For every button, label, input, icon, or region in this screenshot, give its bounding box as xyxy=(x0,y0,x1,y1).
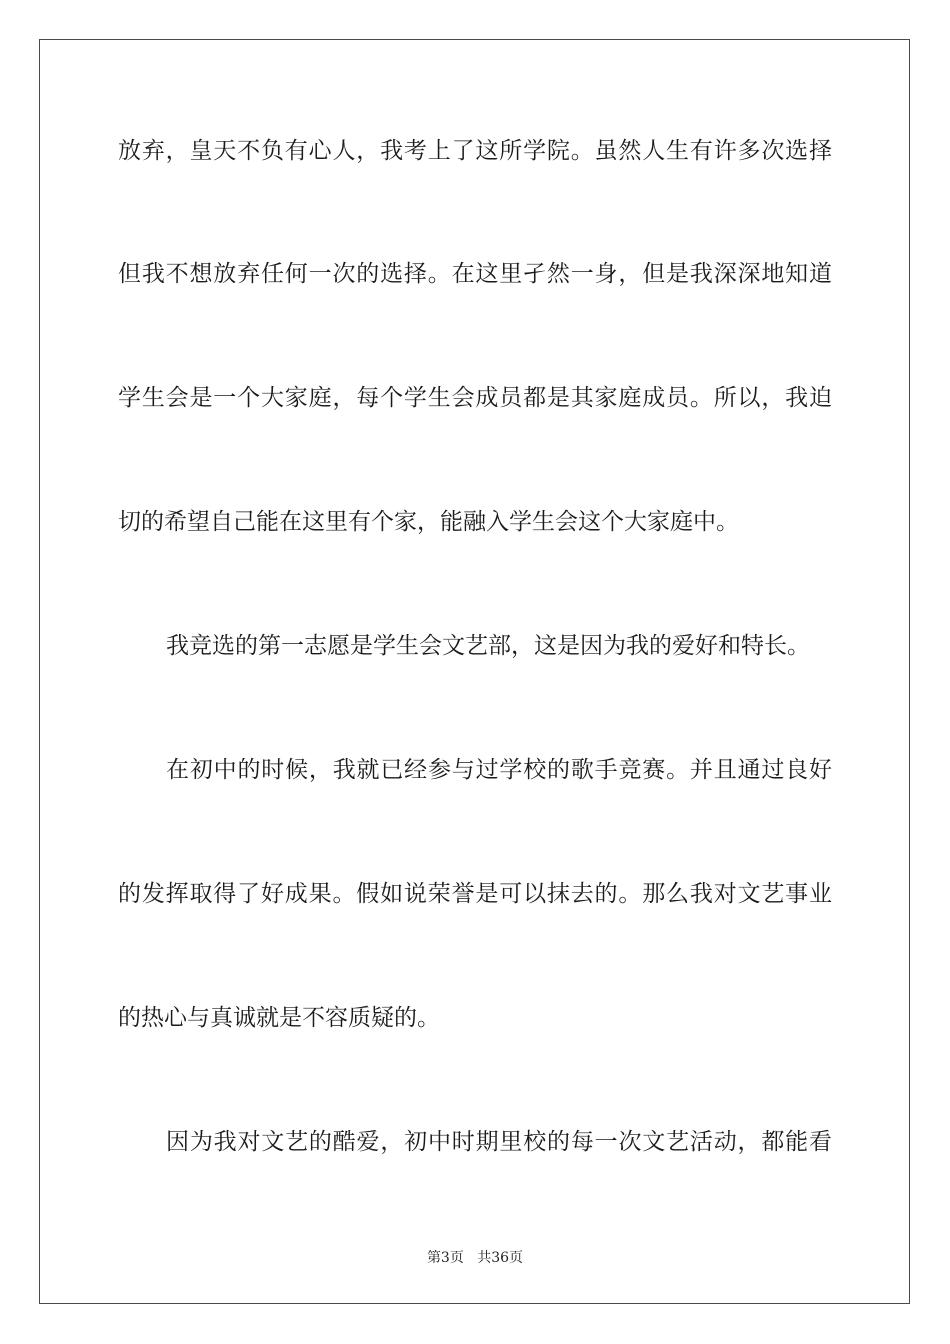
text-line-7: 的发挥取得了好成果。假如说荣誉是可以抹去的。那么我对文艺事业 xyxy=(118,881,832,907)
text-line-8: 的热心与真诚就是不容质疑的。 xyxy=(118,1005,440,1031)
text-line-9: 因为我对文艺的酷爱，初中时期里校的每一次文艺活动，都能看 xyxy=(166,1129,832,1155)
page-total: 共36页 xyxy=(477,1250,524,1266)
page-border xyxy=(39,39,910,1304)
text-line-2: 但我不想放弃任何一次的选择。在这里孑然一身，但是我深深地知道 xyxy=(118,261,832,287)
text-line-4: 切的希望自己能在这里有个家，能融入学生会这个大家庭中。 xyxy=(118,509,739,535)
page-number: 第3页 xyxy=(426,1250,464,1266)
text-line-5: 我竞选的第一志愿是学生会文艺部，这是因为我的爱好和特长。 xyxy=(166,633,810,659)
page-footer xyxy=(0,1247,950,1267)
text-line-1: 放弃，皇天不负有心人，我考上了这所学院。虽然人生有许多次选择 xyxy=(118,138,832,164)
text-line-3: 学生会是一个大家庭，每个学生会成员都是其家庭成员。所以，我迫 xyxy=(118,385,832,411)
text-line-6: 在初中的时候，我就已经参与过学校的歌手竞赛。并且通过良好 xyxy=(166,757,832,783)
